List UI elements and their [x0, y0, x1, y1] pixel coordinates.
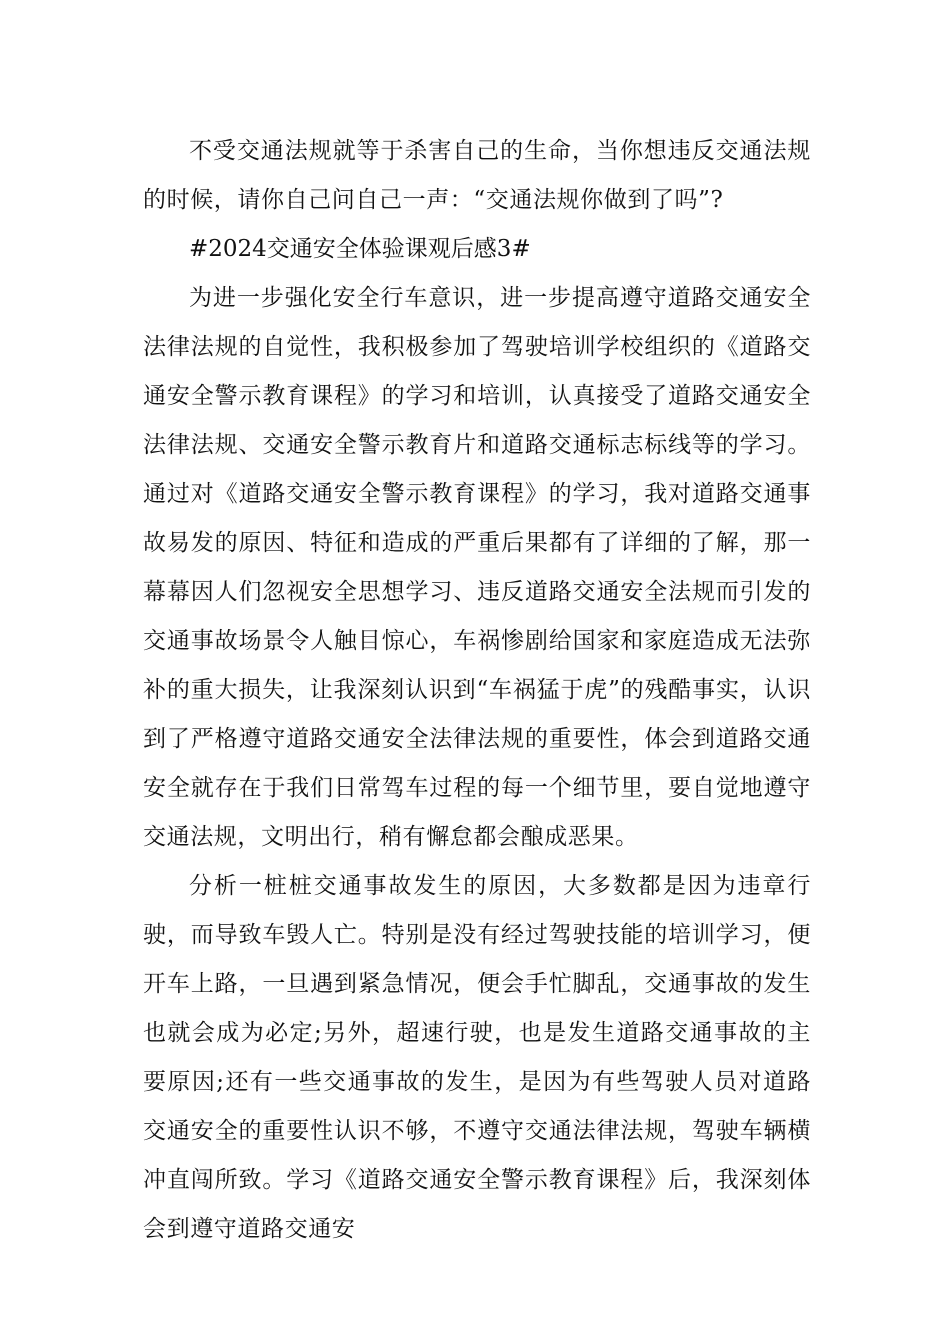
- paragraph-course: 为进一步强化安全行车意识，进一步提高遵守道路交通安全法律法规的自觉性，我积极参加了驾驶培训学校组织的《道路交通安全警示教育课程》的学习和培训，认真接受了道路交通安全法律法规、交通安全警示教育片和道路交通标志标线等的学习。通过对《道路交通安全警示教育课程》的学习，我对道路交通事故易发的原因、特征和造成的严重后果都有了详细的了解，那一幕幕因人们忽视安全思想学习、违反道路交通安全法规而引发的交通事故场景令人触目惊心，车祸惨剧给国家和家庭造成无法弥补的重大损失，让我深刻认识到“车祸猛于虎”的残酷事实，认识到了严格遵守道路交通安全法律法规的重要性，体会到道路交通安全就存在于我们日常驾车过程的每一个细节里，要自觉地遵守交通法规，文明出行，稍有懈怠都会酿成恶果。: [143, 285, 811, 850]
- paragraph-intro: 不受交通法规就等于杀害自己的生命，当你想违反交通法规的时候，请你自己问自己一声：“交通法规你做到了吗”?: [143, 138, 811, 213]
- paragraph-analysis: 分析一桩桩交通事故发生的原因，大多数都是因为违章行驶，而导致车毁人亡。特别是没有经过驾驶技能的培训学习，便开车上路，一旦遇到紧急情况，便会手忙脚乱，交通事故的发生也就会成为必定;另外，超速行驶，也是发生道路交通事故的主要原因;还有一些交通事故的发生，是因为有些驾驶人员对道路交通安全的重要性认识不够，不遵守交通法律法规，驾驶车辆横冲直闯所致。学习《道路交通安全警示教育课程》后，我深刻体会到遵守道路交通安: [143, 873, 811, 1242]
- document-body: [143, 127, 811, 1254]
- section-heading: #2024交通安全体验课观后感3#: [189, 236, 531, 262]
